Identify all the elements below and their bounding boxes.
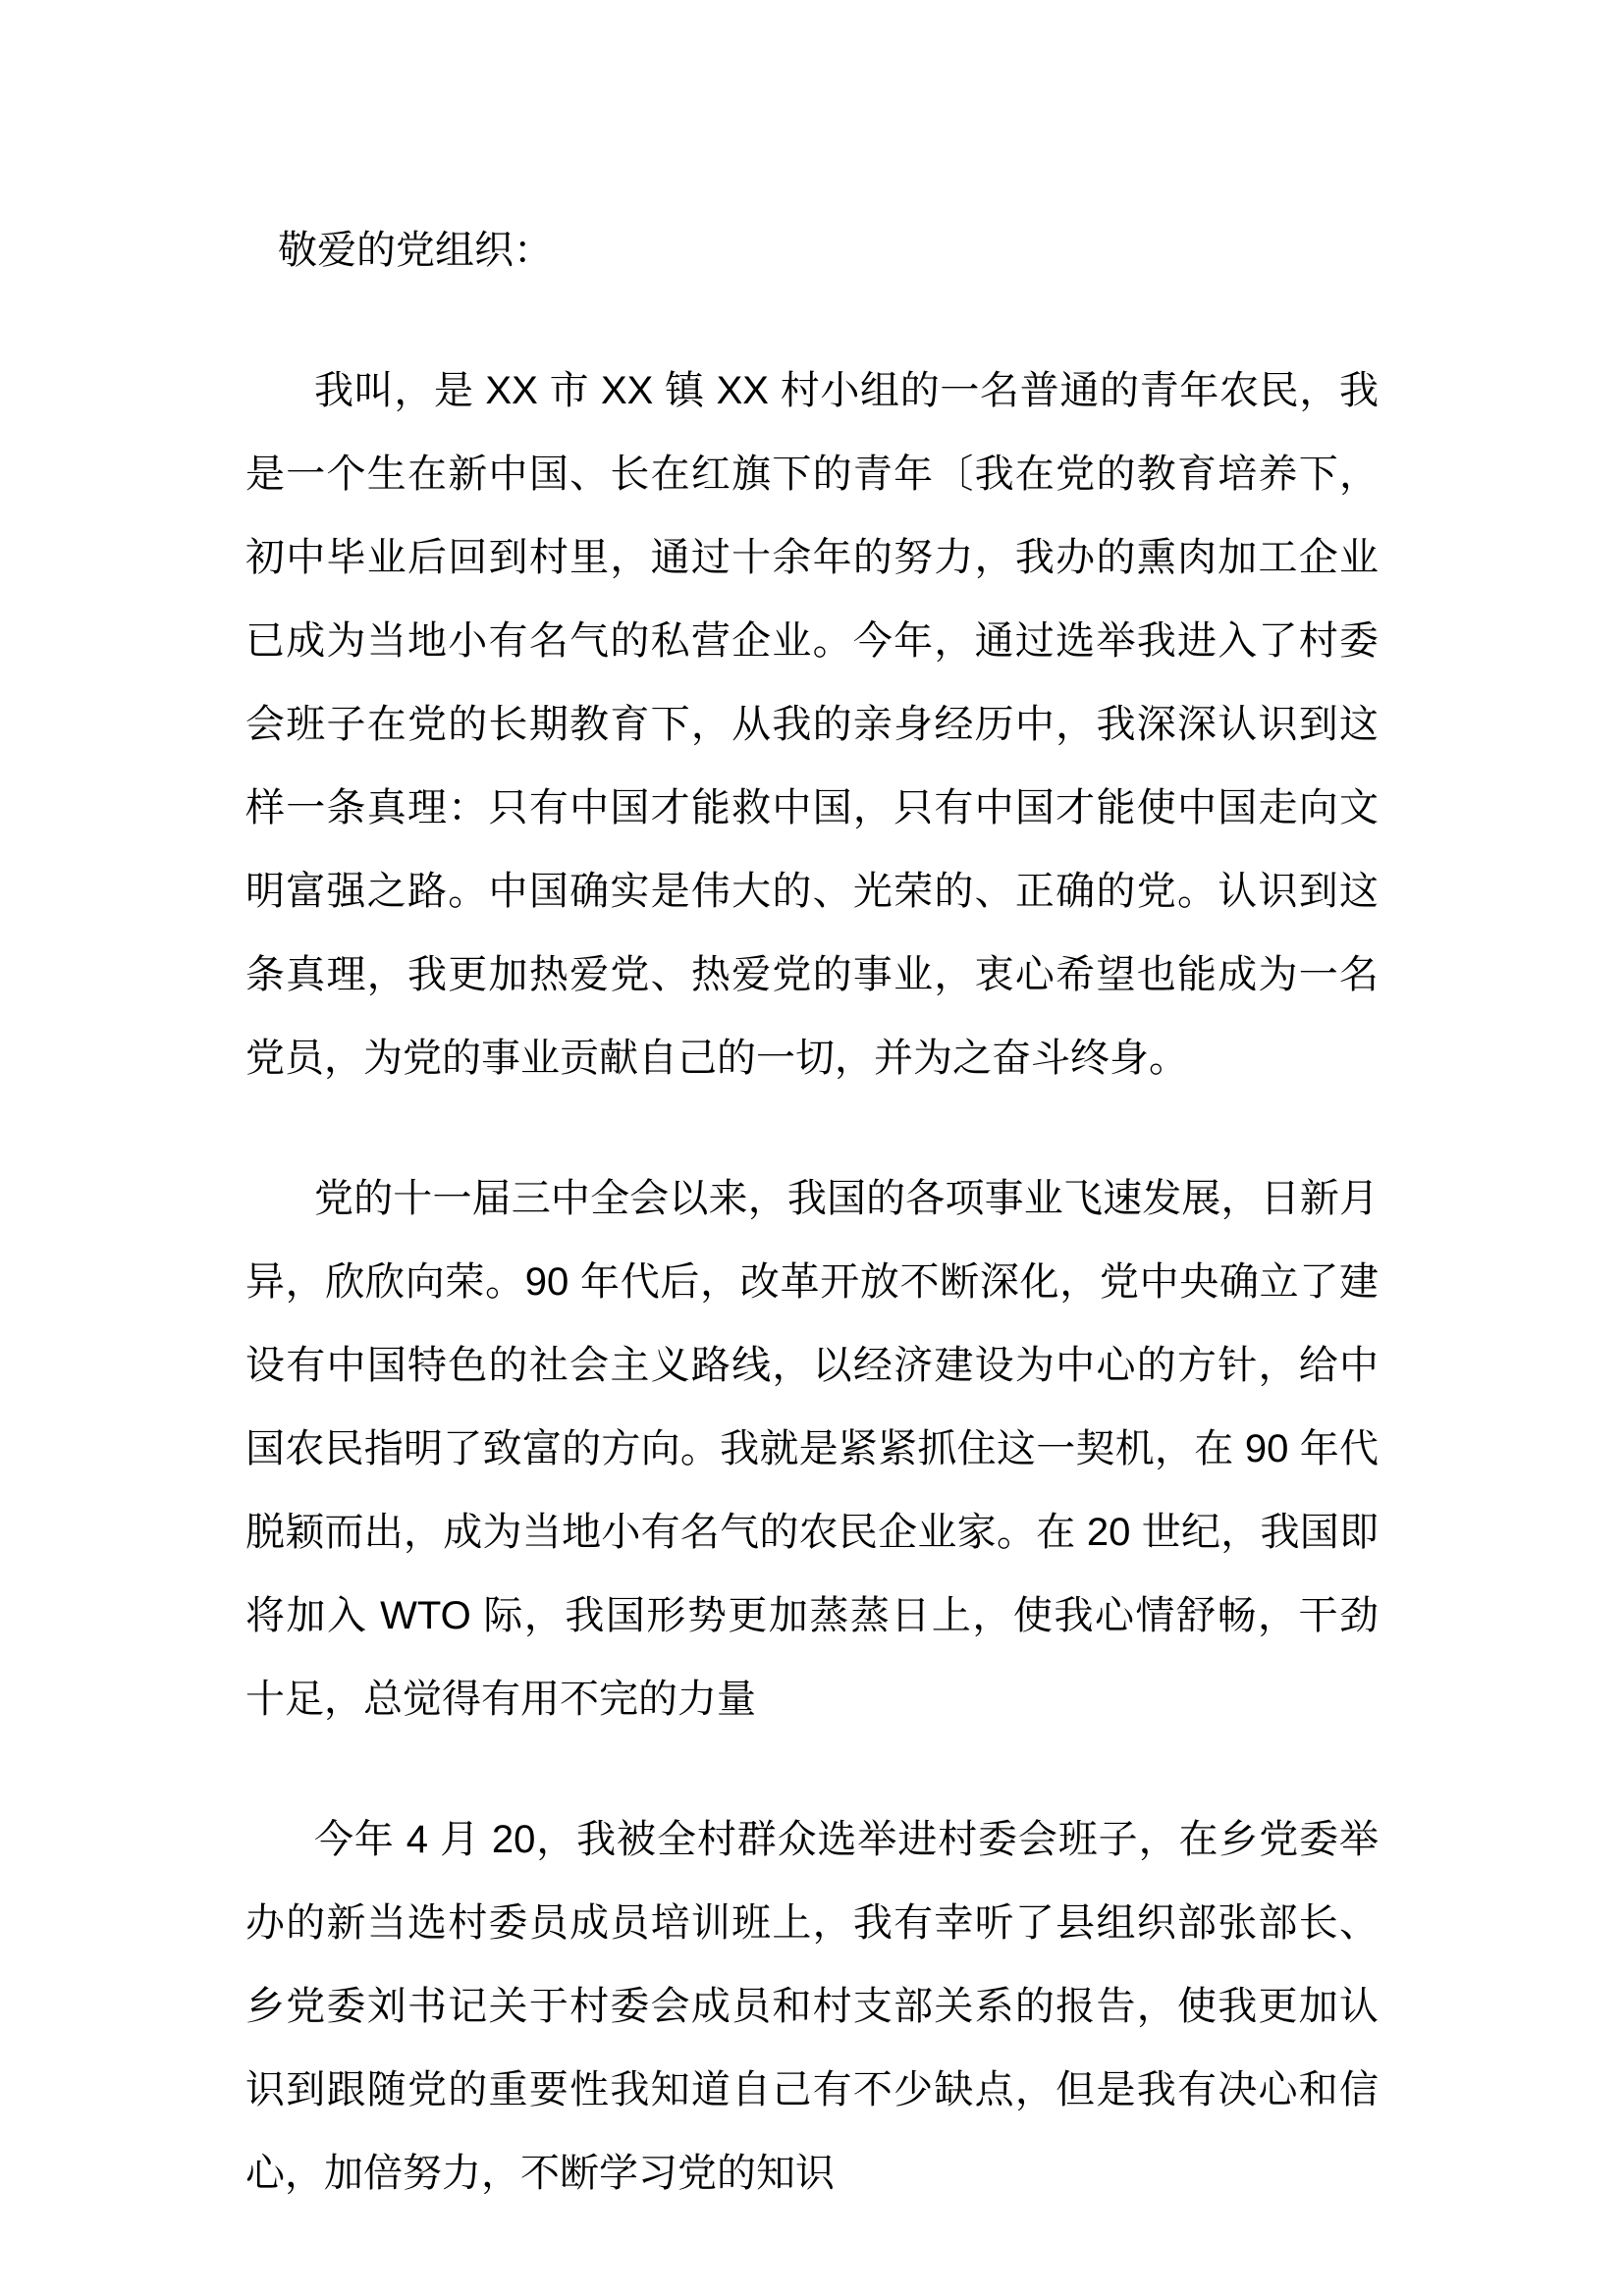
paragraphs	[245, 349, 1379, 2216]
paragraph: 今年 4 月 20，我被全村群众选举进村委会班子，在乡党委举办的新当选村委员成员培训班上，我有幸听了县组织部张部长、乡党委刘书记关于村委会成员和村支部关系的报告，使我更加认识到跟随党的重要性我知道自己有不少缺点，但是我有决心和信心，加倍努力，不断学习党的知识	[245, 1818, 1379, 2195]
salutation: 敬爱的党组织：	[278, 229, 553, 272]
paragraph: 党的十一届三中全会以来，我国的各项事业飞速发展，日新月异，欣欣向荣。90 年代后，改革开放不断深化，党中央确立了建设有中国特色的社会主义路线，以经济建设为中心的方针，给中国农民指明了致富的方向。我就是紧紧抓住这一契机，在 90 年代脱颖而出，成为当地小有名气的农民企业家。在 20 世纪，我国即将加入 WTO 际，我国形势更加蒸蒸日上，使我心情舒畅，干劲十足，总觉得有用不完的力量	[245, 1177, 1379, 1721]
paragraph: 我叫，是 XX 市 XX 镇 XX 村小组的一名普通的青年农民，我是一个生在新中国、长在红旗下的青年〔我在党的教育培养下，初中毕业后回到村里，通过十余年的努力，我办的熏肉加工企业已成为当地小有名气的私营企业。今年，通过选举我进入了村委会班子在党的长期教育下，从我的亲身经历中，我深深认识到这样一条真理：只有中国才能救中国，只有中国才能使中国走向文明富强之路。中国确实是伟大的、光荣的、正确的党。认识到这条真理，我更加热爱党、热爱党的事业，衷心希望也能成为一名党员，为党的事业贡献自己的一切，并为之奋斗终身。	[245, 369, 1379, 1080]
